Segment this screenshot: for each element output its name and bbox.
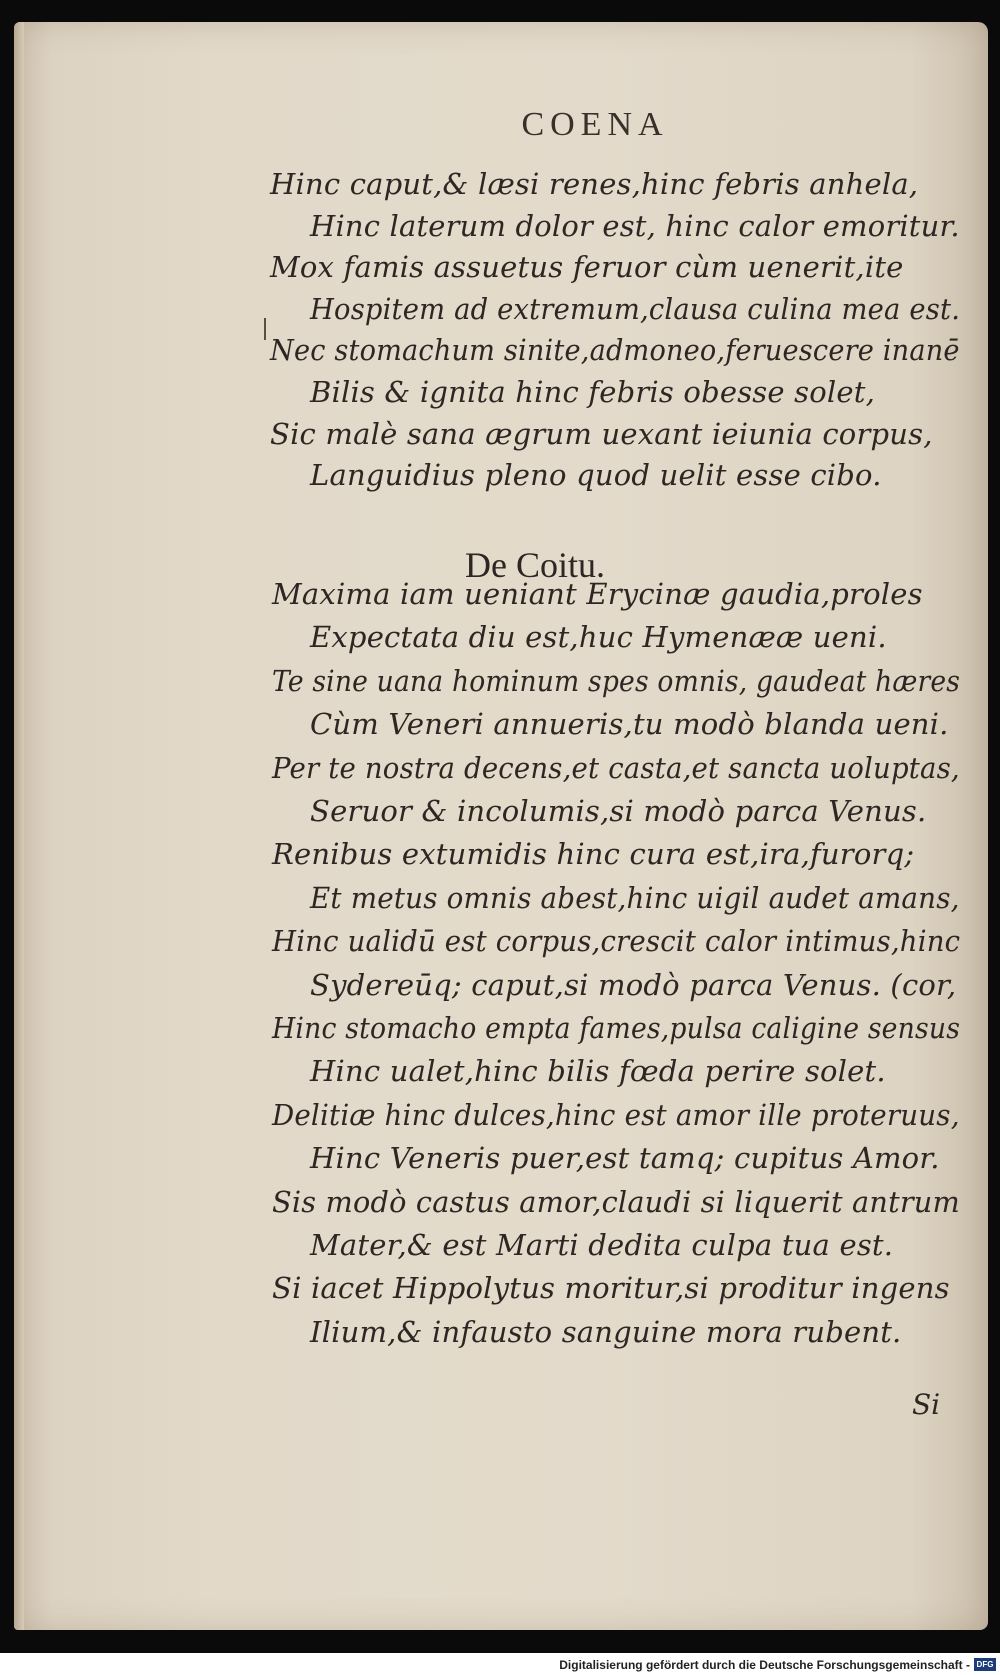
verse-line: Maxima iam ueniant Erycinæ gaudia,proles — [272, 577, 923, 611]
verse-line: Renibus extumidis hinc cura est,ira,furorq; — [272, 837, 915, 872]
verse-line: Bilis & ignita hinc febris obesse solet, — [310, 375, 875, 409]
verse-line: Languidius pleno quod uelit esse cibo. — [310, 458, 882, 493]
verse-line: Nec stomachum sinite,admoneo,feruescere inanē — [270, 333, 960, 368]
dfg-logo-badge: DFG — [974, 1658, 996, 1671]
verse-line: Mater,& est Marti dedita culpa tua est. — [310, 1228, 894, 1262]
verse-line: Sis modò castus amor,claudi si liquerit antrum — [272, 1184, 960, 1219]
section-title: De Coitu. — [465, 545, 605, 585]
verse-line: Mox famis assuetus feruor cùm uenerit,ite — [270, 250, 904, 285]
verse-line: Hospitem ad extremum,clausa culina mea est. — [310, 291, 961, 326]
verse-line: Et metus omnis abest,hinc uigil audet amans, — [310, 880, 960, 915]
verse-line: Hinc stomacho empta fames,pulsa caligine sensus — [272, 1011, 961, 1045]
verse-line: Delitiæ hinc dulces,hinc est amor ille proteruus, — [272, 1097, 960, 1132]
verse-line: Expectata diu est,huc Hymenææ ueni. — [310, 620, 887, 655]
catchword: Si — [912, 1388, 941, 1421]
verse-line: Hinc ualidū est corpus,crescit calor intimus,hinc — [272, 924, 961, 959]
verse-line: Sic malè sana ægrum uexant ieiunia corpus, — [270, 416, 933, 451]
verse-line: Ilium,& infausto sanguine mora rubent. — [310, 1314, 902, 1349]
verse-line: Si iacet Hippolytus moritur,si proditur ingens — [272, 1271, 950, 1306]
verse-line: Cùm Veneri annueris,tu modò blanda ueni. — [310, 707, 949, 742]
verse-line: Hinc caput,& læsi renes,hinc febris anhela, — [270, 167, 919, 201]
verse-line: Per te nostra decens,et casta,et sancta uoluptas, — [272, 750, 960, 785]
verse-line: Seruor & incolumis,si modò parca Venus. — [310, 794, 927, 828]
verse-line: Hinc Veneris puer,est tamq; cupitus Amor. — [310, 1141, 940, 1176]
footer-credit: Digitalisierung gefördert durch die Deutsche Forschungsgemeinschaft - — [559, 1658, 970, 1672]
verse-line: Hinc laterum dolor est, hinc calor emoritur. — [310, 208, 960, 243]
verse-line: Sydereūq; caput,si modò parca Venus. (cor, — [310, 967, 957, 1002]
footer-strip — [0, 1653, 1000, 1675]
verse-line: Te sine uana hominum spes omnis, gaudeat hæres — [272, 663, 961, 698]
verse-line: Hinc ualet,hinc bilis fœda perire solet. — [310, 1054, 886, 1089]
running-head: COENA — [521, 106, 669, 143]
